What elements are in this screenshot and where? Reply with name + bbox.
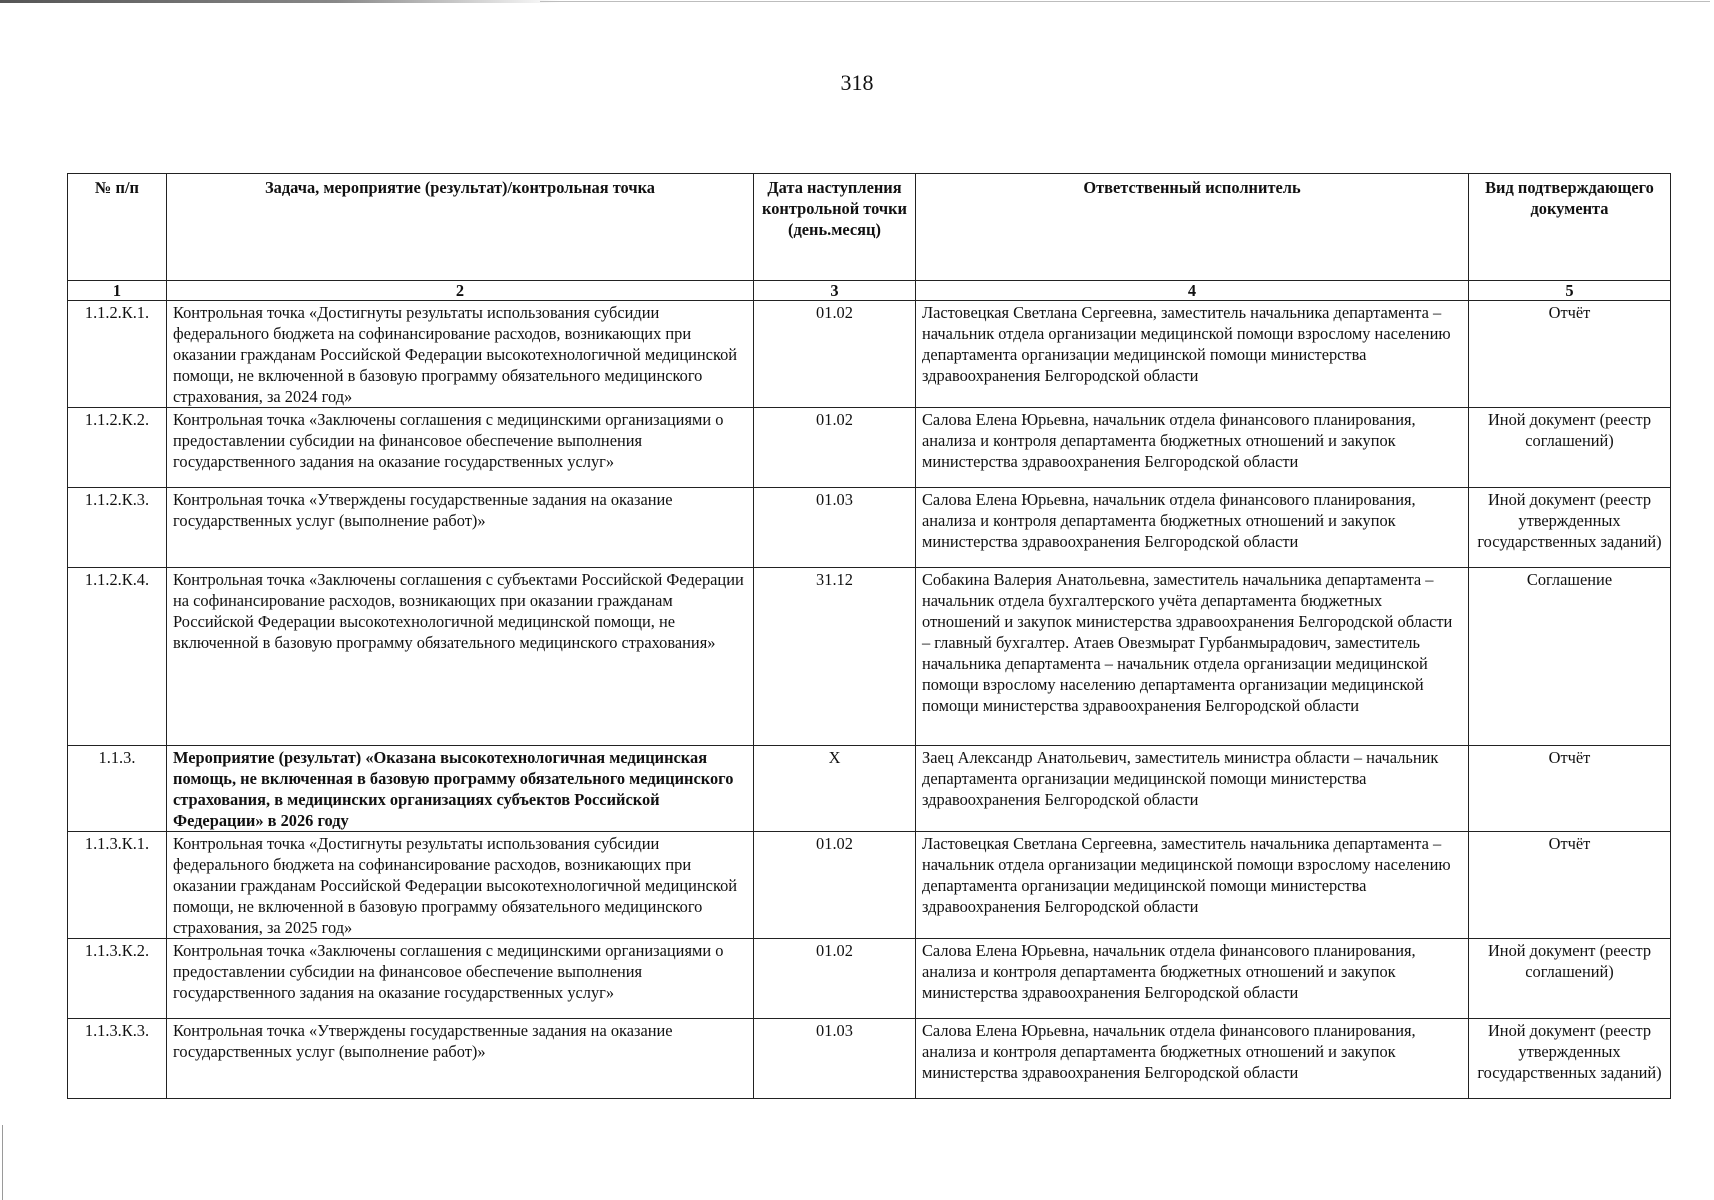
- header-task: Задача, мероприятие (результат)/контрольная точка: [167, 174, 754, 281]
- row-responsible: Салова Елена Юрьевна, начальник отдела финансового планирования, анализа и контроля департамента бюджетных отношений и закупок министерства здравоохранения Белгородской области: [916, 1019, 1469, 1099]
- header-responsible: Ответственный исполнитель: [916, 174, 1469, 281]
- table-row: [68, 939, 1671, 1019]
- row-date: 01.03: [754, 1019, 916, 1099]
- header-date: Дата наступления контрольной точки (день.месяц): [754, 174, 916, 281]
- table-row: [68, 746, 1671, 832]
- column-number-row: [68, 281, 1671, 301]
- control-points-table: [67, 173, 1671, 1099]
- table-body: [68, 301, 1671, 1099]
- row-responsible: Салова Елена Юрьевна, начальник отдела финансового планирования, анализа и контроля департамента бюджетных отношений и закупок министерства здравоохранения Белгородской области: [916, 939, 1469, 1019]
- row-number: 1.1.2.К.2.: [68, 408, 167, 488]
- table-row: [68, 408, 1671, 488]
- column-number: 3: [754, 281, 916, 301]
- table-row: [68, 301, 1671, 408]
- row-number: 1.1.3.К.1.: [68, 832, 167, 939]
- row-document: Отчёт: [1469, 301, 1671, 408]
- row-date: 01.02: [754, 939, 916, 1019]
- row-responsible: Ластовецкая Светлана Сергеевна, заместитель начальника департамента – начальник отдела организации медицинской помощи взрослому населению департамента организации медицинской помощи министерства здравоохранения Белгородской области: [916, 832, 1469, 939]
- row-number: 1.1.2.К.3.: [68, 488, 167, 568]
- row-date: 01.03: [754, 488, 916, 568]
- row-task: Контрольная точка «Заключены соглашения с медицинскими организациями о предоставлении субсидии на финансовое обеспечение выполнения государственного задания на оказание государственных услуг»: [167, 408, 754, 488]
- column-number: 2: [167, 281, 754, 301]
- scan-top-edge-line: [540, 1, 1710, 2]
- row-number: 1.1.2.К.4.: [68, 568, 167, 746]
- row-task: Контрольная точка «Заключены соглашения с медицинскими организациями о предоставлении субсидии на финансовое обеспечение выполнения государственного задания на оказание государственных услуг»: [167, 939, 754, 1019]
- row-document: Отчёт: [1469, 832, 1671, 939]
- row-date: 01.02: [754, 832, 916, 939]
- row-responsible: Салова Елена Юрьевна, начальник отдела финансового планирования, анализа и контроля департамента бюджетных отношений и закупок министерства здравоохранения Белгородской области: [916, 408, 1469, 488]
- row-task: Контрольная точка «Достигнуты результаты использования субсидии федерального бюджета на софинансирование расходов, возникающих при оказании гражданам Российской Федерации высокотехнологичной медицинской помощи, не включенной в базовую программу обязательного медицинского страхования, за 2025 год»: [167, 832, 754, 939]
- table-row: [68, 488, 1671, 568]
- row-document: Отчёт: [1469, 746, 1671, 832]
- row-responsible: Салова Елена Юрьевна, начальник отдела финансового планирования, анализа и контроля департамента бюджетных отношений и закупок министерства здравоохранения Белгородской области: [916, 488, 1469, 568]
- page-number: 318: [840, 70, 874, 95]
- column-number: 4: [916, 281, 1469, 301]
- row-task: Контрольная точка «Заключены соглашения с субъектами Российской Федерации на софинансирование расходов, возникающих при оказании гражданам Российской Федерации высокотехнологичной медицинской помощи, не включенной в базовую программу обязательного медицинского страхования»: [167, 568, 754, 746]
- table-header: [68, 174, 1671, 301]
- row-date: 31.12: [754, 568, 916, 746]
- row-document: Иной документ (реестр утвержденных государственных заданий): [1469, 488, 1671, 568]
- row-number: 1.1.3.: [68, 746, 167, 832]
- table-row: [68, 832, 1671, 939]
- table-row: [68, 568, 1671, 746]
- row-responsible: Собакина Валерия Анатольевна, заместитель начальника департамента – начальник отдела бухгалтерского учёта департамента бюджетных отношений и закупок министерства здравоохранения Белгородской области – главный бухгалтер. Атаев Овезмырат Гурбанмырадович, заместитель начальника департамента – начальник отдела организации медицинской помощи взрослому населению департамента организации медицинской помощи министерства здравоохранения Белгородской области: [916, 568, 1469, 746]
- row-responsible: Ластовецкая Светлана Сергеевна, заместитель начальника департамента – начальник отдела организации медицинской помощи взрослому населению департамента организации медицинской помощи министерства здравоохранения Белгородской области: [916, 301, 1469, 408]
- row-date: 01.02: [754, 301, 916, 408]
- row-document: Соглашение: [1469, 568, 1671, 746]
- header-number: № п/п: [68, 174, 167, 281]
- row-task: Контрольная точка «Утверждены государственные задания на оказание государственных услуг (выполнение работ)»: [167, 488, 754, 568]
- row-number: 1.1.3.К.2.: [68, 939, 167, 1019]
- row-task: Мероприятие (результат) «Оказана высокотехнологичная медицинская помощь, не включенная в базовую программу обязательного медицинского страхования, в медицинских организациях субъектов Российской Федерации» в 2026 году: [167, 746, 754, 832]
- row-document: Иной документ (реестр утвержденных государственных заданий): [1469, 1019, 1671, 1099]
- row-number: 1.1.3.К.3.: [68, 1019, 167, 1099]
- table-row: [68, 1019, 1671, 1099]
- header-row: [68, 174, 1671, 281]
- row-document: Иной документ (реестр соглашений): [1469, 939, 1671, 1019]
- row-date: 01.02: [754, 408, 916, 488]
- row-task: Контрольная точка «Утверждены государственные задания на оказание государственных услуг (выполнение работ)»: [167, 1019, 754, 1099]
- column-number: 5: [1469, 281, 1671, 301]
- row-responsible: Заец Александр Анатольевич, заместитель министра области – начальник департамента организации медицинской помощи министерства здравоохранения Белгородской области: [916, 746, 1469, 832]
- column-number: 1: [68, 281, 167, 301]
- row-task: Контрольная точка «Достигнуты результаты использования субсидии федерального бюджета на софинансирование расходов, возникающих при оказании гражданам Российской Федерации высокотехнологичной медицинской помощи, не включенной в базовую программу обязательного медицинского страхования, за 2024 год»: [167, 301, 754, 408]
- row-date: X: [754, 746, 916, 832]
- header-document: Вид подтверждающего документа: [1469, 174, 1671, 281]
- scan-left-edge: [2, 1125, 3, 1200]
- row-number: 1.1.2.К.1.: [68, 301, 167, 408]
- row-document: Иной документ (реестр соглашений): [1469, 408, 1671, 488]
- scan-top-edge: [0, 0, 560, 3]
